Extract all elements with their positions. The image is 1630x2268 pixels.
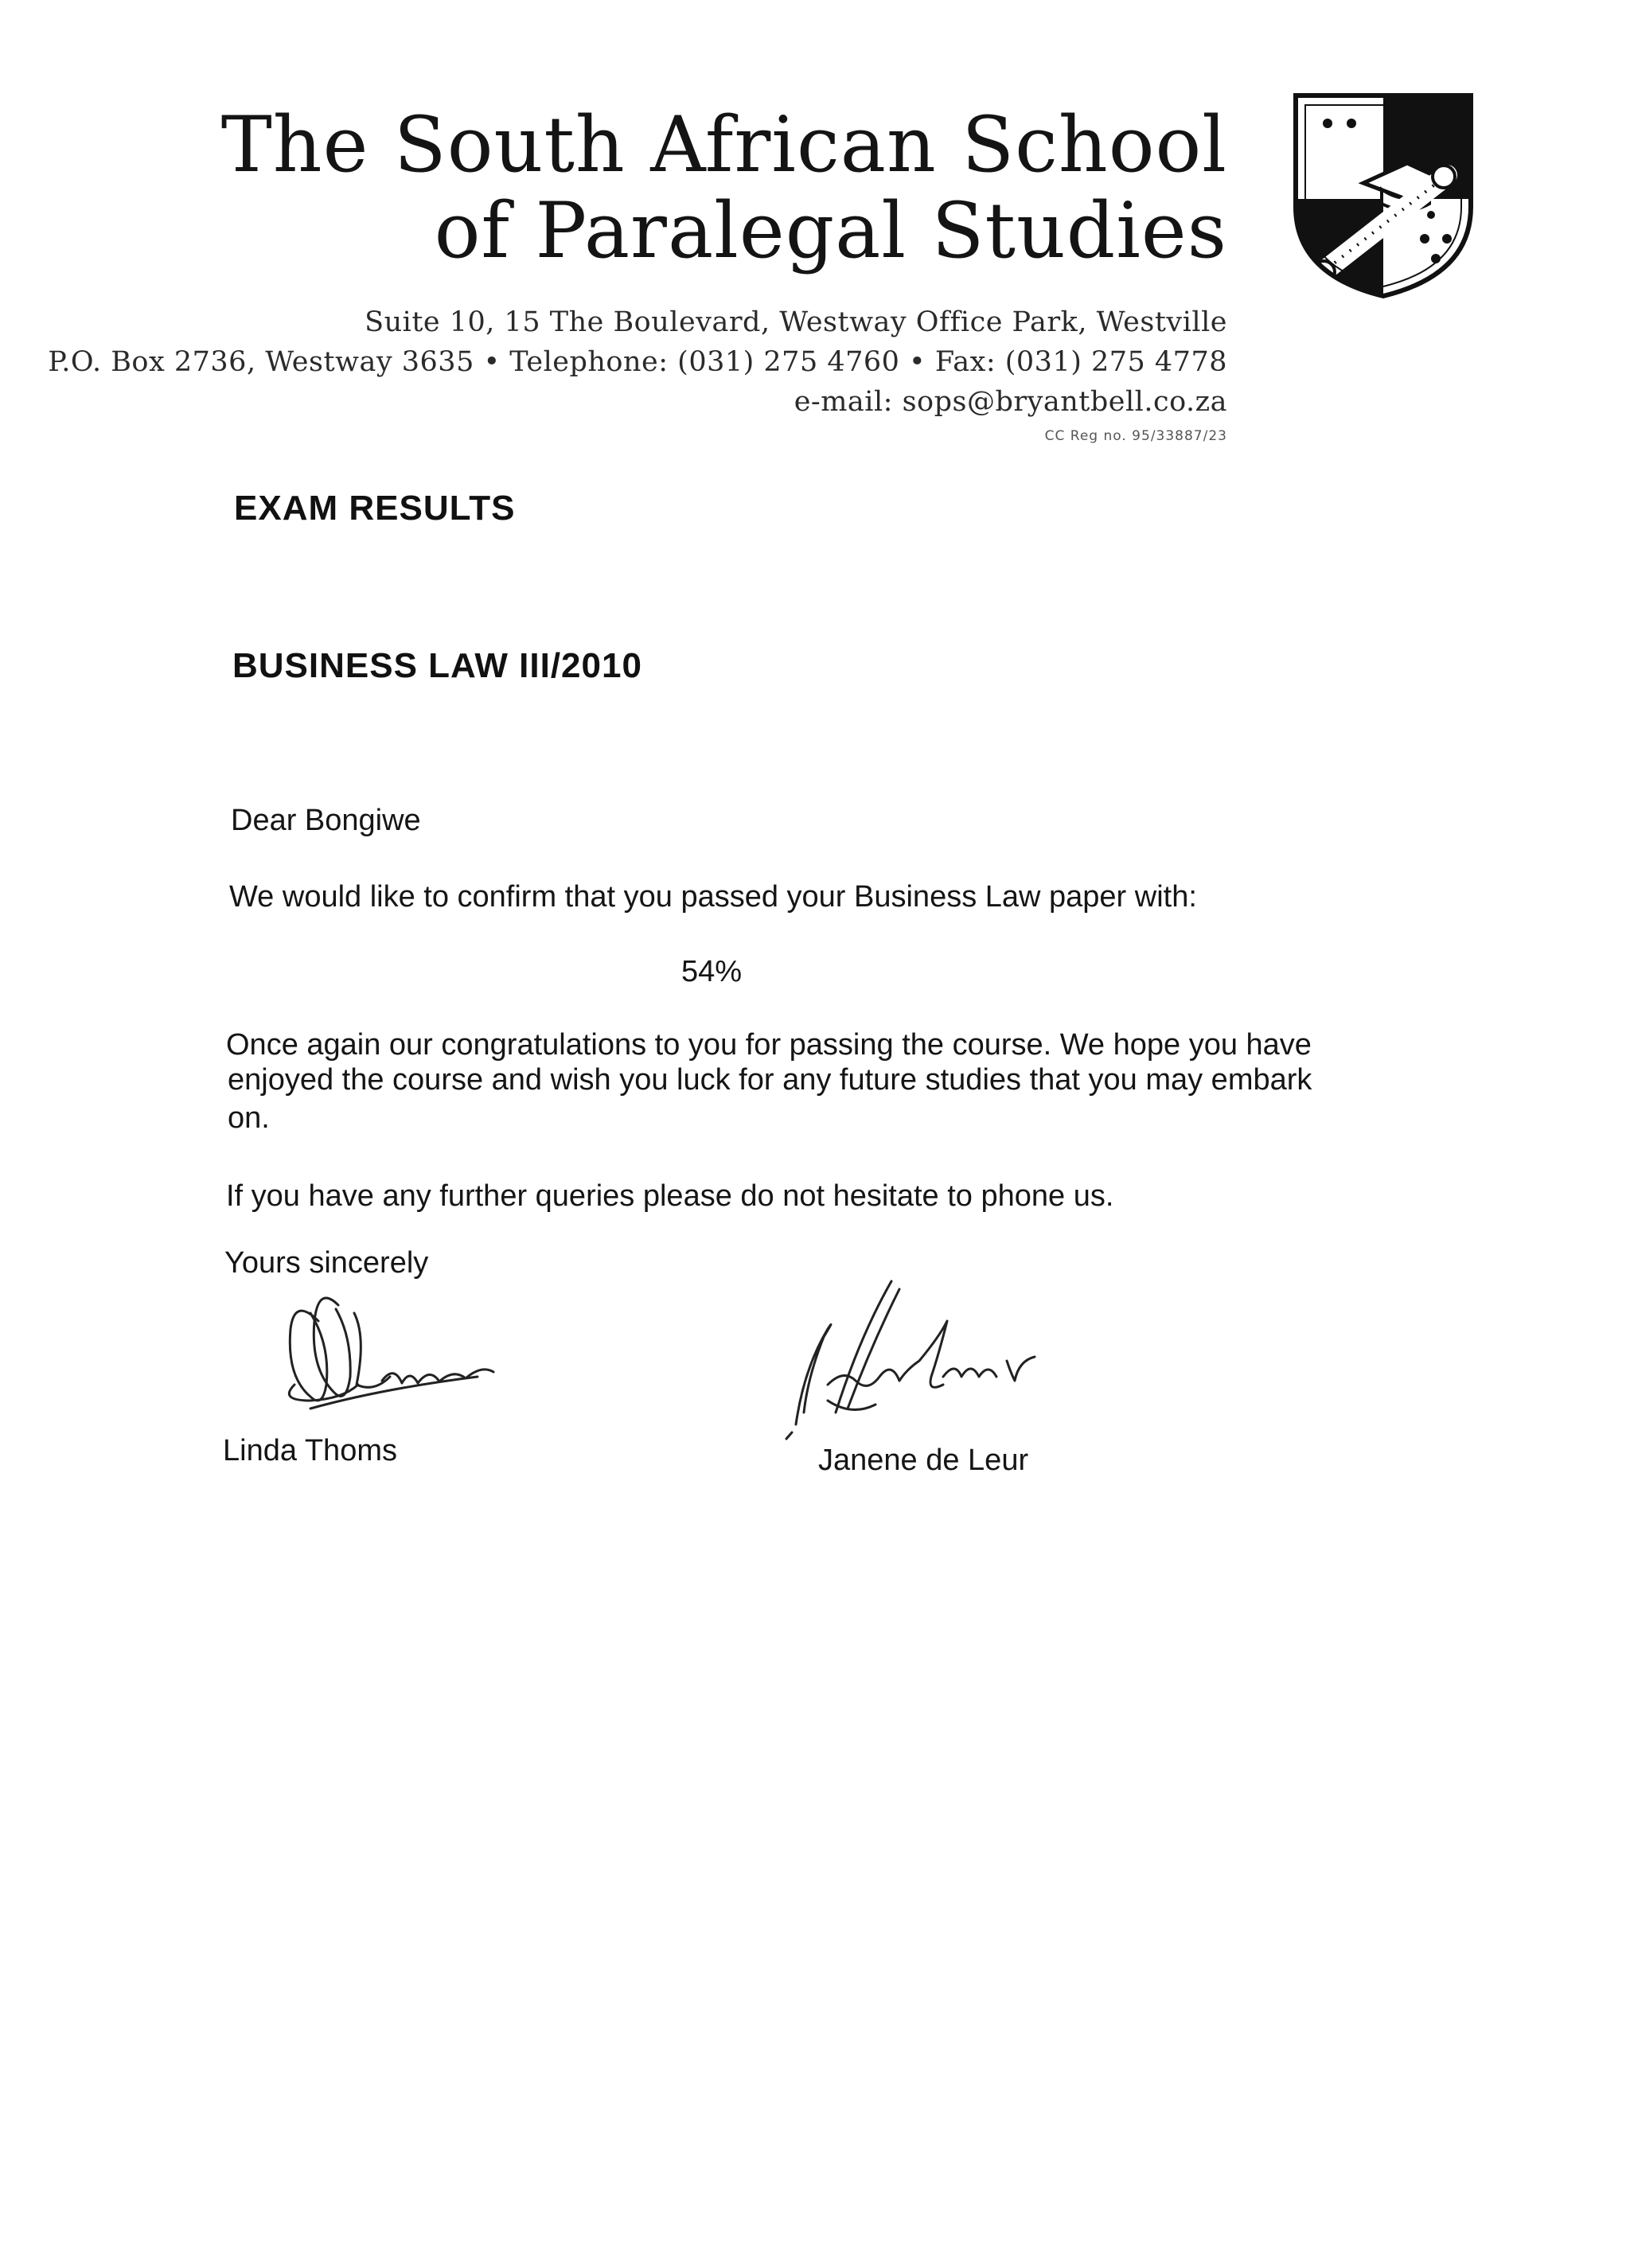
signature-janene-de-leur [780, 1273, 1067, 1440]
signatory-name-1: Linda Thoms [223, 1434, 397, 1467]
closing: Yours sincerely [224, 1246, 429, 1280]
queries-sentence: If you have any further queries please do not hesitate to phone us. [226, 1179, 1114, 1213]
course-heading: BUSINESS LAW III/2010 [232, 646, 642, 685]
exam-score: 54% [681, 955, 743, 988]
school-crest-icon [1288, 88, 1479, 302]
salutation: Dear Bongiwe [231, 804, 421, 837]
signatory-name-2: Janene de Leur [818, 1444, 1029, 1477]
document-heading: EXAM RESULTS [234, 489, 516, 528]
school-name-line-1: The South African School [220, 100, 1227, 189]
confirmation-sentence: We would like to confirm that you passed your Business Law paper with: [229, 880, 1197, 914]
school-email-line: e-mail: sops@bryantbell.co.za [794, 386, 1227, 418]
congratulations-line-2: enjoyed the course and wish you luck for any future studies that you may embark [228, 1063, 1312, 1097]
congratulations-line-3: on. [228, 1101, 270, 1135]
signature-linda-thoms [263, 1289, 501, 1417]
school-name-line-2: of Paralegal Studies [434, 186, 1227, 275]
school-address-line: Suite 10, 15 The Boulevard, Westway Office Park, Westville [365, 306, 1227, 338]
congratulations-line-1: Once again our congratulations to you for passing the course. We hope you have [226, 1028, 1312, 1062]
school-contact-line: P.O. Box 2736, Westway 3635 • Telephone: (031) 275 4760 • Fax: (031) 275 4778 [48, 346, 1227, 378]
registration-number: CC Reg no. 95/33887/23 [1044, 428, 1227, 444]
